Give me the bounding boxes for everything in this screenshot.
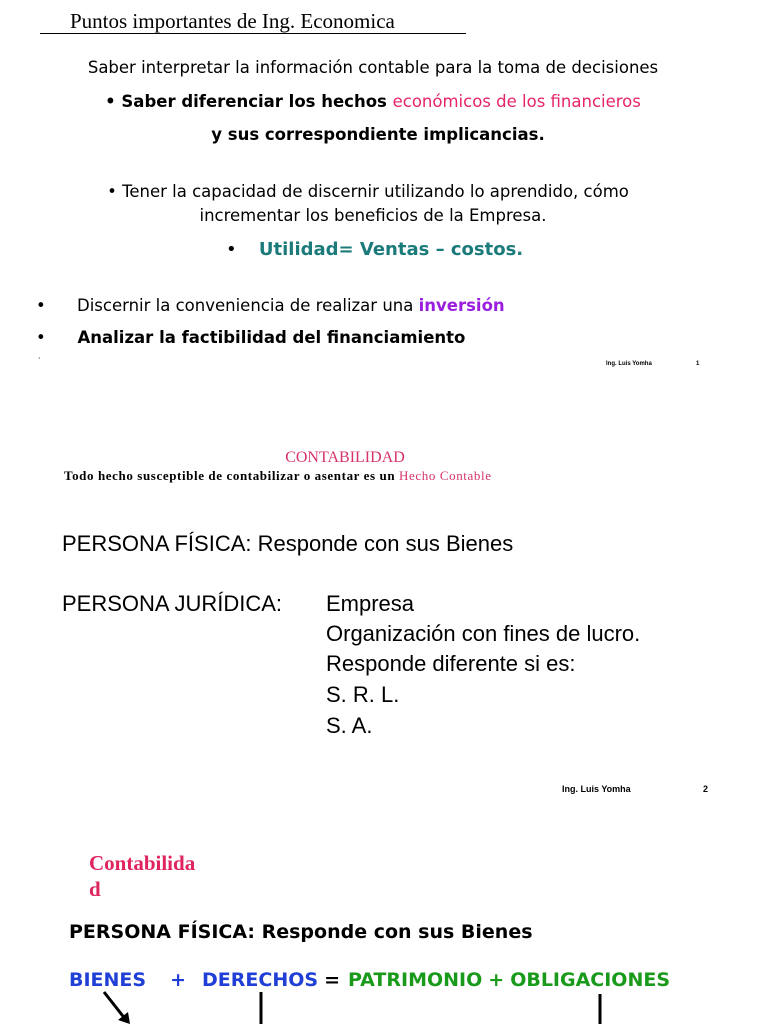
contabilidad-heading: CONTABILIDAD [285,449,405,466]
slide1-line-beneficios: incrementar los beneficios de la Empresa. [199,206,547,225]
juridica-empresa: Empresa [326,591,415,616]
title-underline [40,33,466,34]
slide1-formula [226,239,523,260]
slide2-footer-author: Ing. Luis Yomha [562,784,631,794]
eq-bienes: BIENES [69,969,147,991]
slide3-title [89,850,229,902]
slide1-line-discernir [0,182,736,201]
definition-text: Todo hecho susceptible de contabilizar o asentar es un [64,468,400,483]
slide1-item-inversion [36,296,505,315]
juridica-srl: S. R. L. [326,682,400,707]
diferenciar-text: Saber diferenciar los hechos [121,92,393,111]
persona-juridica-label: PERSONA JURÍDICA: [62,591,283,616]
arrow-bienes [104,992,126,1020]
slide1-footer-page: 1 [696,361,700,367]
hecho-contable-definition [64,468,492,484]
juridica-organizacion: Organización con fines de lucro. [326,621,641,646]
patrimonio-equation [69,969,670,991]
slide1-small-dot: · [38,354,41,363]
title-line-2: d [89,877,101,901]
slide1-line-interpretar: Saber interpretar la información contable para la toma de decisiones [87,58,659,77]
eq-plus-1: + [170,969,187,991]
persona-fisica-line: PERSONA FÍSICA: Responde con sus Bienes [62,531,514,556]
slide1-line-diferenciar [0,92,746,111]
bullet: • [36,296,46,315]
bullet: • [107,182,117,201]
juridica-sa: S. A. [326,713,373,738]
equation-arrows [0,990,768,1024]
bullet: • [105,92,116,111]
slide2-footer-page: 2 [703,784,709,794]
hecho-contable-highlight: Hecho Contable [399,468,492,483]
inversion-highlight: inversión [418,296,505,315]
slide1-item-financiamiento [36,328,465,347]
inversion-text: Discernir la conveniencia de realizar una [76,296,419,315]
slide1-title: Puntos importantes de Ing. Economica [70,9,395,33]
financiamiento-text: Analizar la factibilidad del financiamiento [77,328,466,347]
eq-obligaciones: OBLIGACIONES [510,969,671,991]
slide1-line-implicancias: y sus correspondiente implicancias. [211,125,545,144]
eq-derechos: DERECHOS [202,969,319,991]
bullet: • [36,328,46,347]
slide3-persona-fisica: PERSONA FÍSICA: Responde con sus Bienes [69,921,533,943]
formula-text: Utilidad= Ventas – costos. [258,239,524,260]
discernir-text: Tener la capacidad de discernir utilizando lo aprendido, cómo [122,182,629,201]
eq-patrimonio: PATRIMONIO [348,969,483,991]
economicos-highlight: económicos de los financieros [392,92,641,111]
bullet: • [226,239,237,260]
slide1-footer-author: Ing. Luis Yomha [606,361,652,367]
eq-equals: = [324,969,340,991]
juridica-responde: Responde diferente si es: [326,651,576,676]
title-line-1: Contabilida [89,851,196,875]
eq-plus-2: + [488,969,505,991]
